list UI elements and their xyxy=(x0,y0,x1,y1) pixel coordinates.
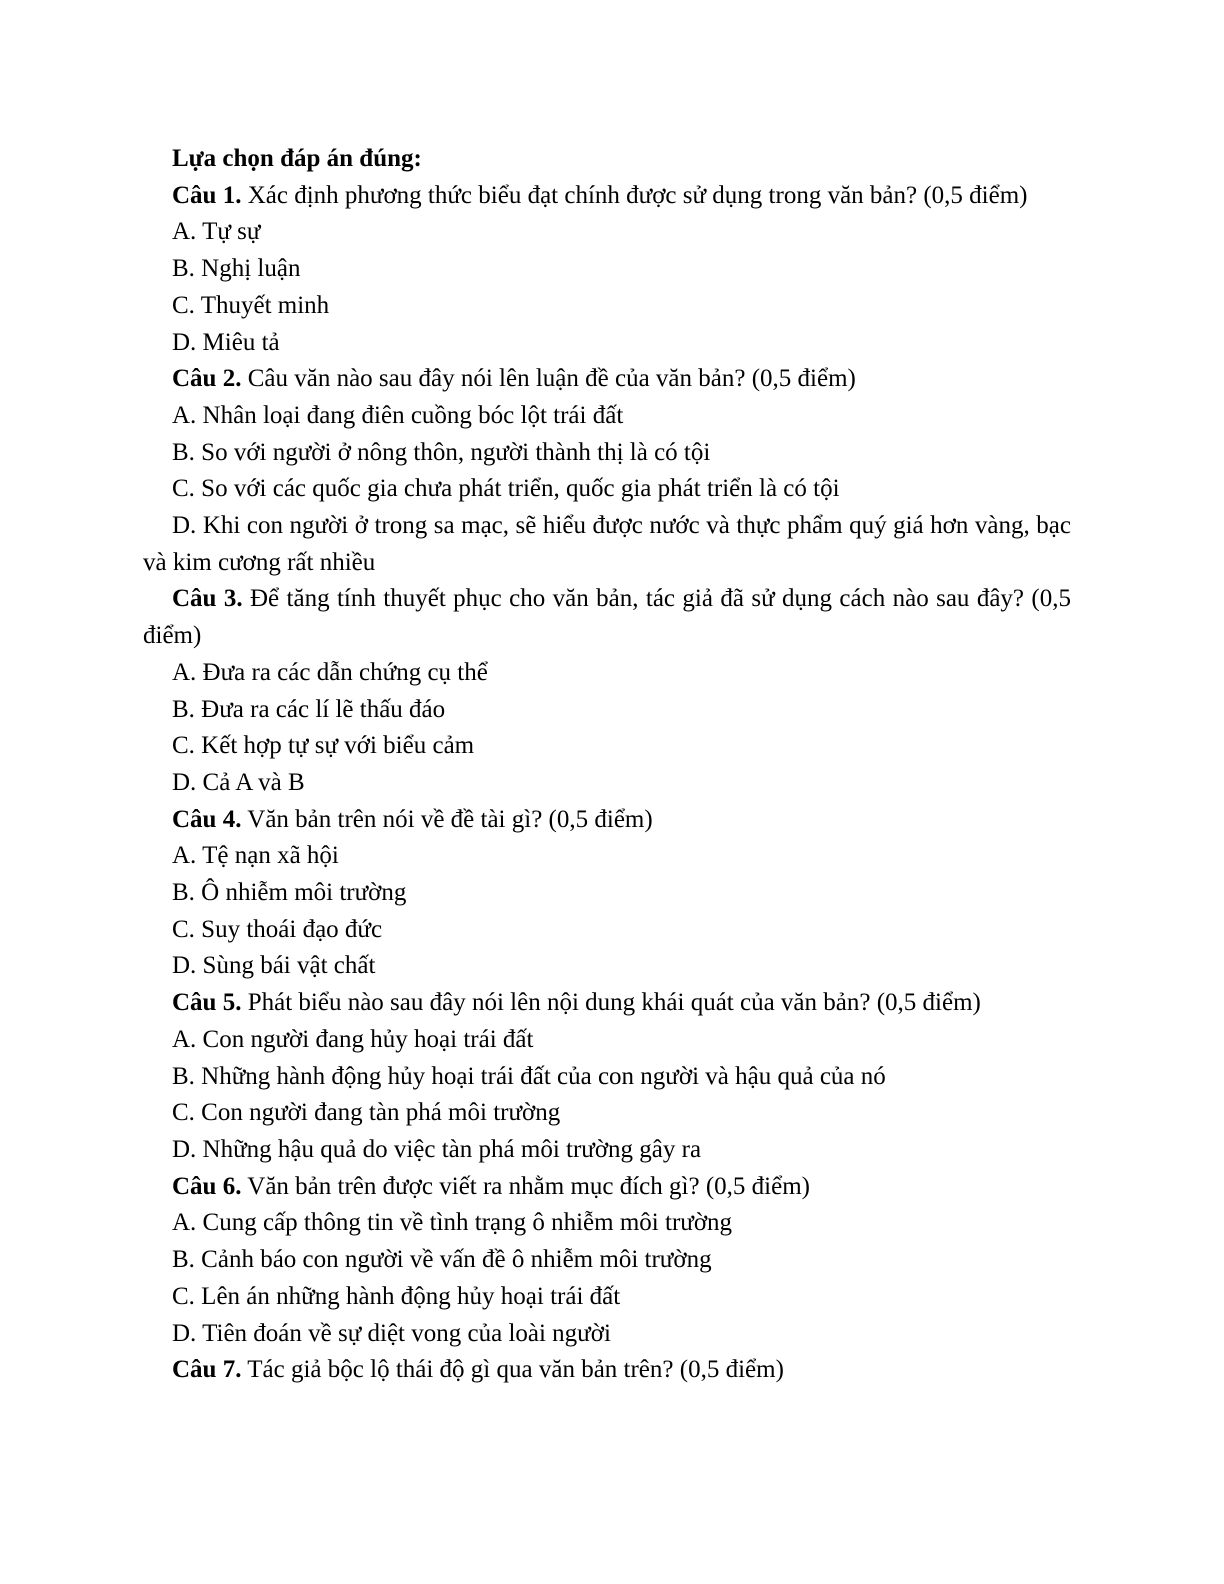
option-3b: B. Đưa ra các lí lẽ thấu đáo xyxy=(172,695,446,723)
question-4 xyxy=(143,802,1071,839)
question-3 xyxy=(143,581,1071,654)
option-1c: C. Thuyết minh xyxy=(172,291,330,319)
question-text: Câu văn nào sau đây nói lên luận đề của văn bản? (0,5 điểm) xyxy=(241,365,856,393)
option-2c: C. So với các quốc gia chưa phát triển, quốc gia phát triển là có tội xyxy=(172,475,840,503)
option-6c: C. Lên án những hành động hủy hoại trái đất xyxy=(172,1282,621,1310)
option-4d: D. Sùng bái vật chất xyxy=(172,952,376,980)
option-1a: A. Tự sự xyxy=(172,218,261,246)
question-text: Phát biểu nào sau đây nói lên nội dung khái quát của văn bản? (0,5 điểm) xyxy=(241,989,981,1017)
question-6 xyxy=(143,1169,1071,1206)
question-2 xyxy=(143,361,1071,398)
option-6a: A. Cung cấp thông tin về tình trạng ô nhiễm môi trường xyxy=(172,1209,733,1237)
option-2b: B. So với người ở nông thôn, người thành thị là có tội xyxy=(172,438,711,466)
question-number: Câu 4. xyxy=(172,805,242,833)
question-text: Để tăng tính thuyết phục cho văn bản, tác giả đã sử dụng cách nào sau đây? (0,5 điểm) xyxy=(143,585,1071,650)
question-number: Câu 1. xyxy=(172,181,242,209)
question-7 xyxy=(143,1352,1071,1389)
option-5c: C. Con người đang tàn phá môi trường xyxy=(172,1099,561,1127)
question-number: Câu 2. xyxy=(172,365,242,393)
question-text: Văn bản trên được viết ra nhằm mục đích gì? (0,5 điểm) xyxy=(241,1172,810,1200)
option-1d: D. Miêu tả xyxy=(172,328,280,356)
question-number: Câu 3. xyxy=(172,585,243,613)
section-heading: Lựa chọn đáp án đúng: xyxy=(172,145,422,172)
option-2a: A. Nhân loại đang điên cuồng bóc lột trái đất xyxy=(172,401,624,429)
option-3c: C. Kết hợp tự sự với biểu cảm xyxy=(172,732,475,760)
question-text: Tác giả bộc lộ thái độ gì qua văn bản trên? (0,5 điểm) xyxy=(241,1356,784,1384)
option-6b: B. Cảnh báo con người về vấn đề ô nhiễm môi trường xyxy=(172,1246,712,1274)
option-3d: D. Cả A và B xyxy=(172,768,305,796)
question-1 xyxy=(143,178,1071,215)
document-body xyxy=(143,141,1071,1389)
option-6d: D. Tiên đoán về sự diệt vong của loài người xyxy=(172,1319,611,1347)
option-5d: D. Những hậu quả do việc tàn phá môi trường gây ra xyxy=(172,1135,702,1163)
question-text: Văn bản trên nói về đề tài gì? (0,5 điểm) xyxy=(241,805,653,833)
option-3a: A. Đưa ra các dẫn chứng cụ thể xyxy=(172,658,488,686)
option-2d: D. Khi con người ở trong sa mạc, sẽ hiểu được nước và thực phẩm quý giá hơn vàng, bạc và kim cương rất nhiều xyxy=(143,512,1071,576)
option-4a: A. Tệ nạn xã hội xyxy=(172,842,339,870)
option-1b: B. Nghị luận xyxy=(172,255,301,283)
question-number: Câu 5. xyxy=(172,989,242,1017)
question-5 xyxy=(143,985,1071,1022)
option-5b: B. Những hành động hủy hoại trái đất của con người và hậu quả của nó xyxy=(172,1062,886,1090)
question-number: Câu 6. xyxy=(172,1172,242,1200)
option-4b: B. Ô nhiễm môi trường xyxy=(172,879,407,907)
option-4c: C. Suy thoái đạo đức xyxy=(172,915,383,943)
question-text: Xác định phương thức biểu đạt chính được sử dụng trong văn bản? (0,5 điểm) xyxy=(241,181,1028,209)
option-5a: A. Con người đang hủy hoại trái đất xyxy=(172,1025,534,1053)
question-number: Câu 7. xyxy=(172,1356,242,1384)
